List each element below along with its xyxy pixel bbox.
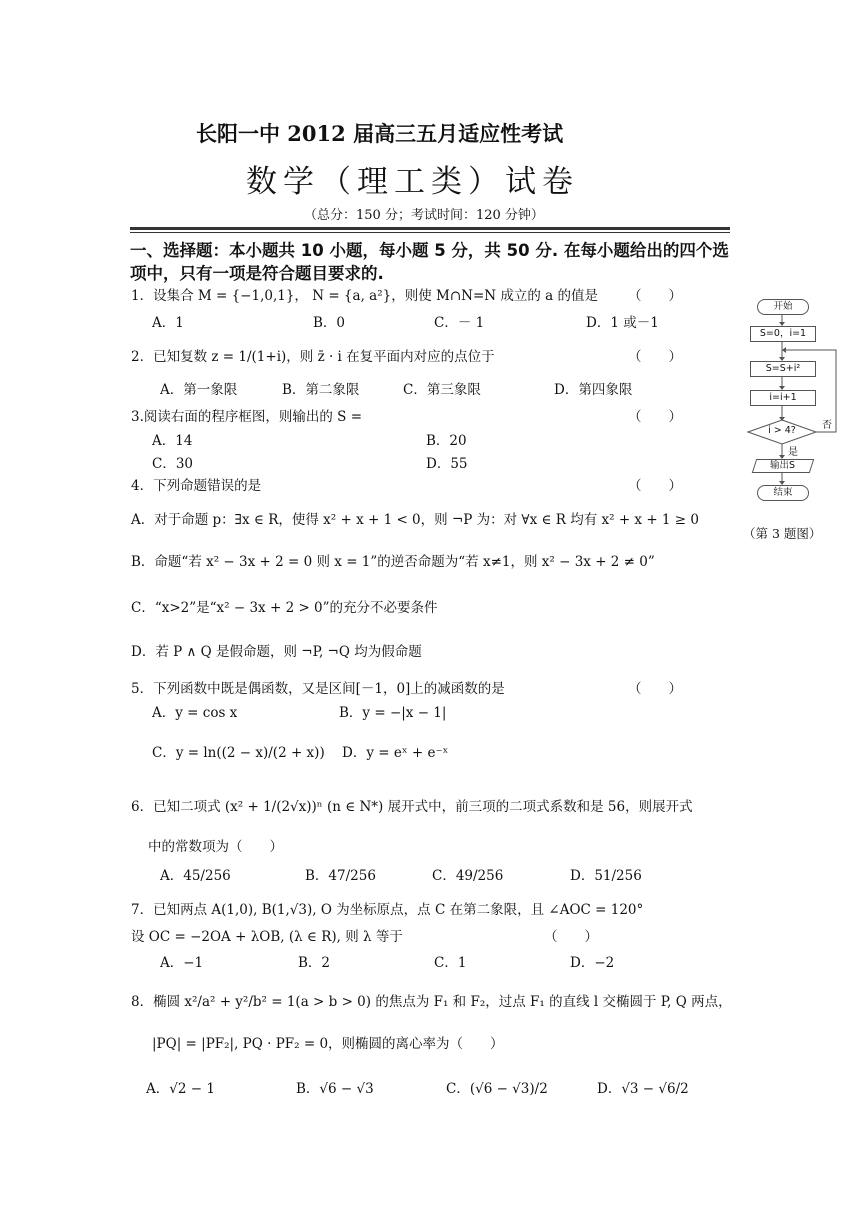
q6-option-b: B．47/256 xyxy=(305,868,376,884)
q6-stem-continued: 中的常数项为（ ） xyxy=(148,839,283,855)
q5-option-c: C．y = ln((2 − x)/(2 + x)) xyxy=(152,745,325,761)
q8-option-c: C．(√6 − √3)/2 xyxy=(446,1081,548,1097)
q2-option-d: D．第四象限 xyxy=(554,382,633,398)
q4-option-b: B．命题“若 x² − 3x + 2 = 0 则 x = 1”的逆否命题为“若 x≠1，则 x² − 3x + 2 ≠ 0” xyxy=(131,554,655,570)
q1-option-b: B．0 xyxy=(313,315,346,331)
q3-option-d: D．55 xyxy=(426,456,468,472)
flowchart-output-label: 输出S xyxy=(770,460,796,471)
q5-stem: 5．下列函数中既是偶函数，又是区间[－1，0]上的减函数的是 xyxy=(131,681,505,697)
q2-stem: 2．已知复数 z = 1/(1+i)，则 z̄ · i 在复平面内对应的点位于 xyxy=(131,349,495,365)
q1-bracket: （ ） xyxy=(628,288,682,304)
flowchart-output xyxy=(752,459,815,473)
q1-stem: 1．设集合 M = {−1,0,1}， N = {a, a²}，则使 M∩N=N 成立的 a 的值是 xyxy=(131,288,598,304)
q4-option-d: D．若 P ∧ Q 是假命题，则 ¬P, ¬Q 均为假命题 xyxy=(131,644,422,660)
q8-option-a: A．√2 − 1 xyxy=(146,1081,215,1097)
q4-stem: 4．下列命题错误的是 xyxy=(131,478,262,494)
section-heading-line1: 一、选择题：本小题共 10 小题，每小题 5 分，共 50 分. 在每小题给出的四个选 xyxy=(130,241,729,260)
q7-bracket: （ ） xyxy=(544,929,598,945)
q7-option-b: B．2 xyxy=(298,955,331,971)
q2-option-b: B．第二象限 xyxy=(282,382,360,398)
q4-option-c: C．“x>2”是“x² − 3x + 2 > 0”的充分不必要条件 xyxy=(131,600,438,616)
q6-option-a: A．45/256 xyxy=(160,868,231,884)
flowchart-update-i: i=i+1 xyxy=(750,390,816,406)
q3-stem: 3.阅读右面的程序框图，则输出的 S = xyxy=(131,409,363,425)
q5-option-b: B．y = −|x − 1| xyxy=(339,705,447,721)
q8-option-d: D．√3 − √6/2 xyxy=(597,1081,689,1097)
q4-bracket: （ ） xyxy=(628,478,682,494)
flowchart-end: 结束 xyxy=(757,485,809,501)
flowchart-condition: i > 4? xyxy=(768,425,796,436)
q1-option-c: C．－ 1 xyxy=(434,315,485,331)
flowchart-update-s: S=S+i² xyxy=(750,361,816,377)
q6-option-d: D．51/256 xyxy=(570,868,642,884)
q7-option-a: A．−1 xyxy=(160,955,204,971)
q7-option-c: C．1 xyxy=(434,955,467,971)
q2-option-c: C．第三象限 xyxy=(403,382,481,398)
q1-option-a: A．1 xyxy=(152,315,184,331)
q6-stem: 6．已知二项式 (x² + 1/(2√x))ⁿ (n ∈ N*) 展开式中，前三项的二项式系数和是 56，则展开式 xyxy=(131,799,693,815)
q8-stem-continued: |PQ| = |PF₂|, PQ · PF₂ = 0，则椭圆的离心率为（ ） xyxy=(152,1036,504,1052)
flowchart-init: S=0，i=1 xyxy=(750,326,816,342)
q3-option-b: B．20 xyxy=(426,433,467,449)
flowchart-caption: （第 3 题图） xyxy=(743,526,822,541)
q8-option-b: B．√6 − √3 xyxy=(296,1081,374,1097)
flowchart-yes-label: 是 xyxy=(788,447,798,458)
q2-bracket: （ ） xyxy=(628,349,682,365)
q2-option-a: A．第一象限 xyxy=(160,382,238,398)
q4-option-a: A．对于命题 p：∃x ∈ R，使得 x² + x + 1 < 0，则 ¬P 为：对 ∀x ∈ R 均有 x² + x + 1 ≥ 0 xyxy=(131,512,700,528)
q7-stem: 7．已知两点 A(1,0), B(1,√3), O 为坐标原点，点 C 在第二象限，且 ∠AOC = 120° xyxy=(131,902,644,918)
flowchart-no-label: 否 xyxy=(822,420,832,431)
section-heading-line2: 项中，只有一项是符合题目要求的. xyxy=(130,264,384,283)
q5-bracket: （ ） xyxy=(628,681,682,697)
q1-option-d: D．1 或－1 xyxy=(586,315,659,331)
q3-bracket: （ ） xyxy=(628,409,682,425)
exam-subtitle: 数学（理工类）试卷 xyxy=(246,164,579,200)
q6-option-c: C．49/256 xyxy=(432,868,504,884)
q3-option-a: A．14 xyxy=(152,433,193,449)
flowchart-start: 开始 xyxy=(757,299,809,315)
q7-option-d: D．−2 xyxy=(570,955,615,971)
exam-title: 长阳一中 2012 届高三五月适应性考试 xyxy=(196,121,564,146)
q5-option-a: A．y = cos x xyxy=(152,705,238,721)
q7-stem-continued: 设 OC = −2OA + λOB, (λ ∈ R), 则 λ 等于 xyxy=(131,929,403,945)
q8-stem: 8．椭圆 x²/a² + y²/b² = 1(a > b > 0) 的焦点为 F₁ 和 F₂，过点 F₁ 的直线 l 交椭圆于 P, Q 两点， xyxy=(131,994,732,1010)
exam-info: （总分：150 分；考试时间：120 分钟） xyxy=(304,208,544,223)
q5-option-d: D．y = eˣ + e⁻ˣ xyxy=(342,745,449,761)
q3-option-c: C．30 xyxy=(152,456,194,472)
